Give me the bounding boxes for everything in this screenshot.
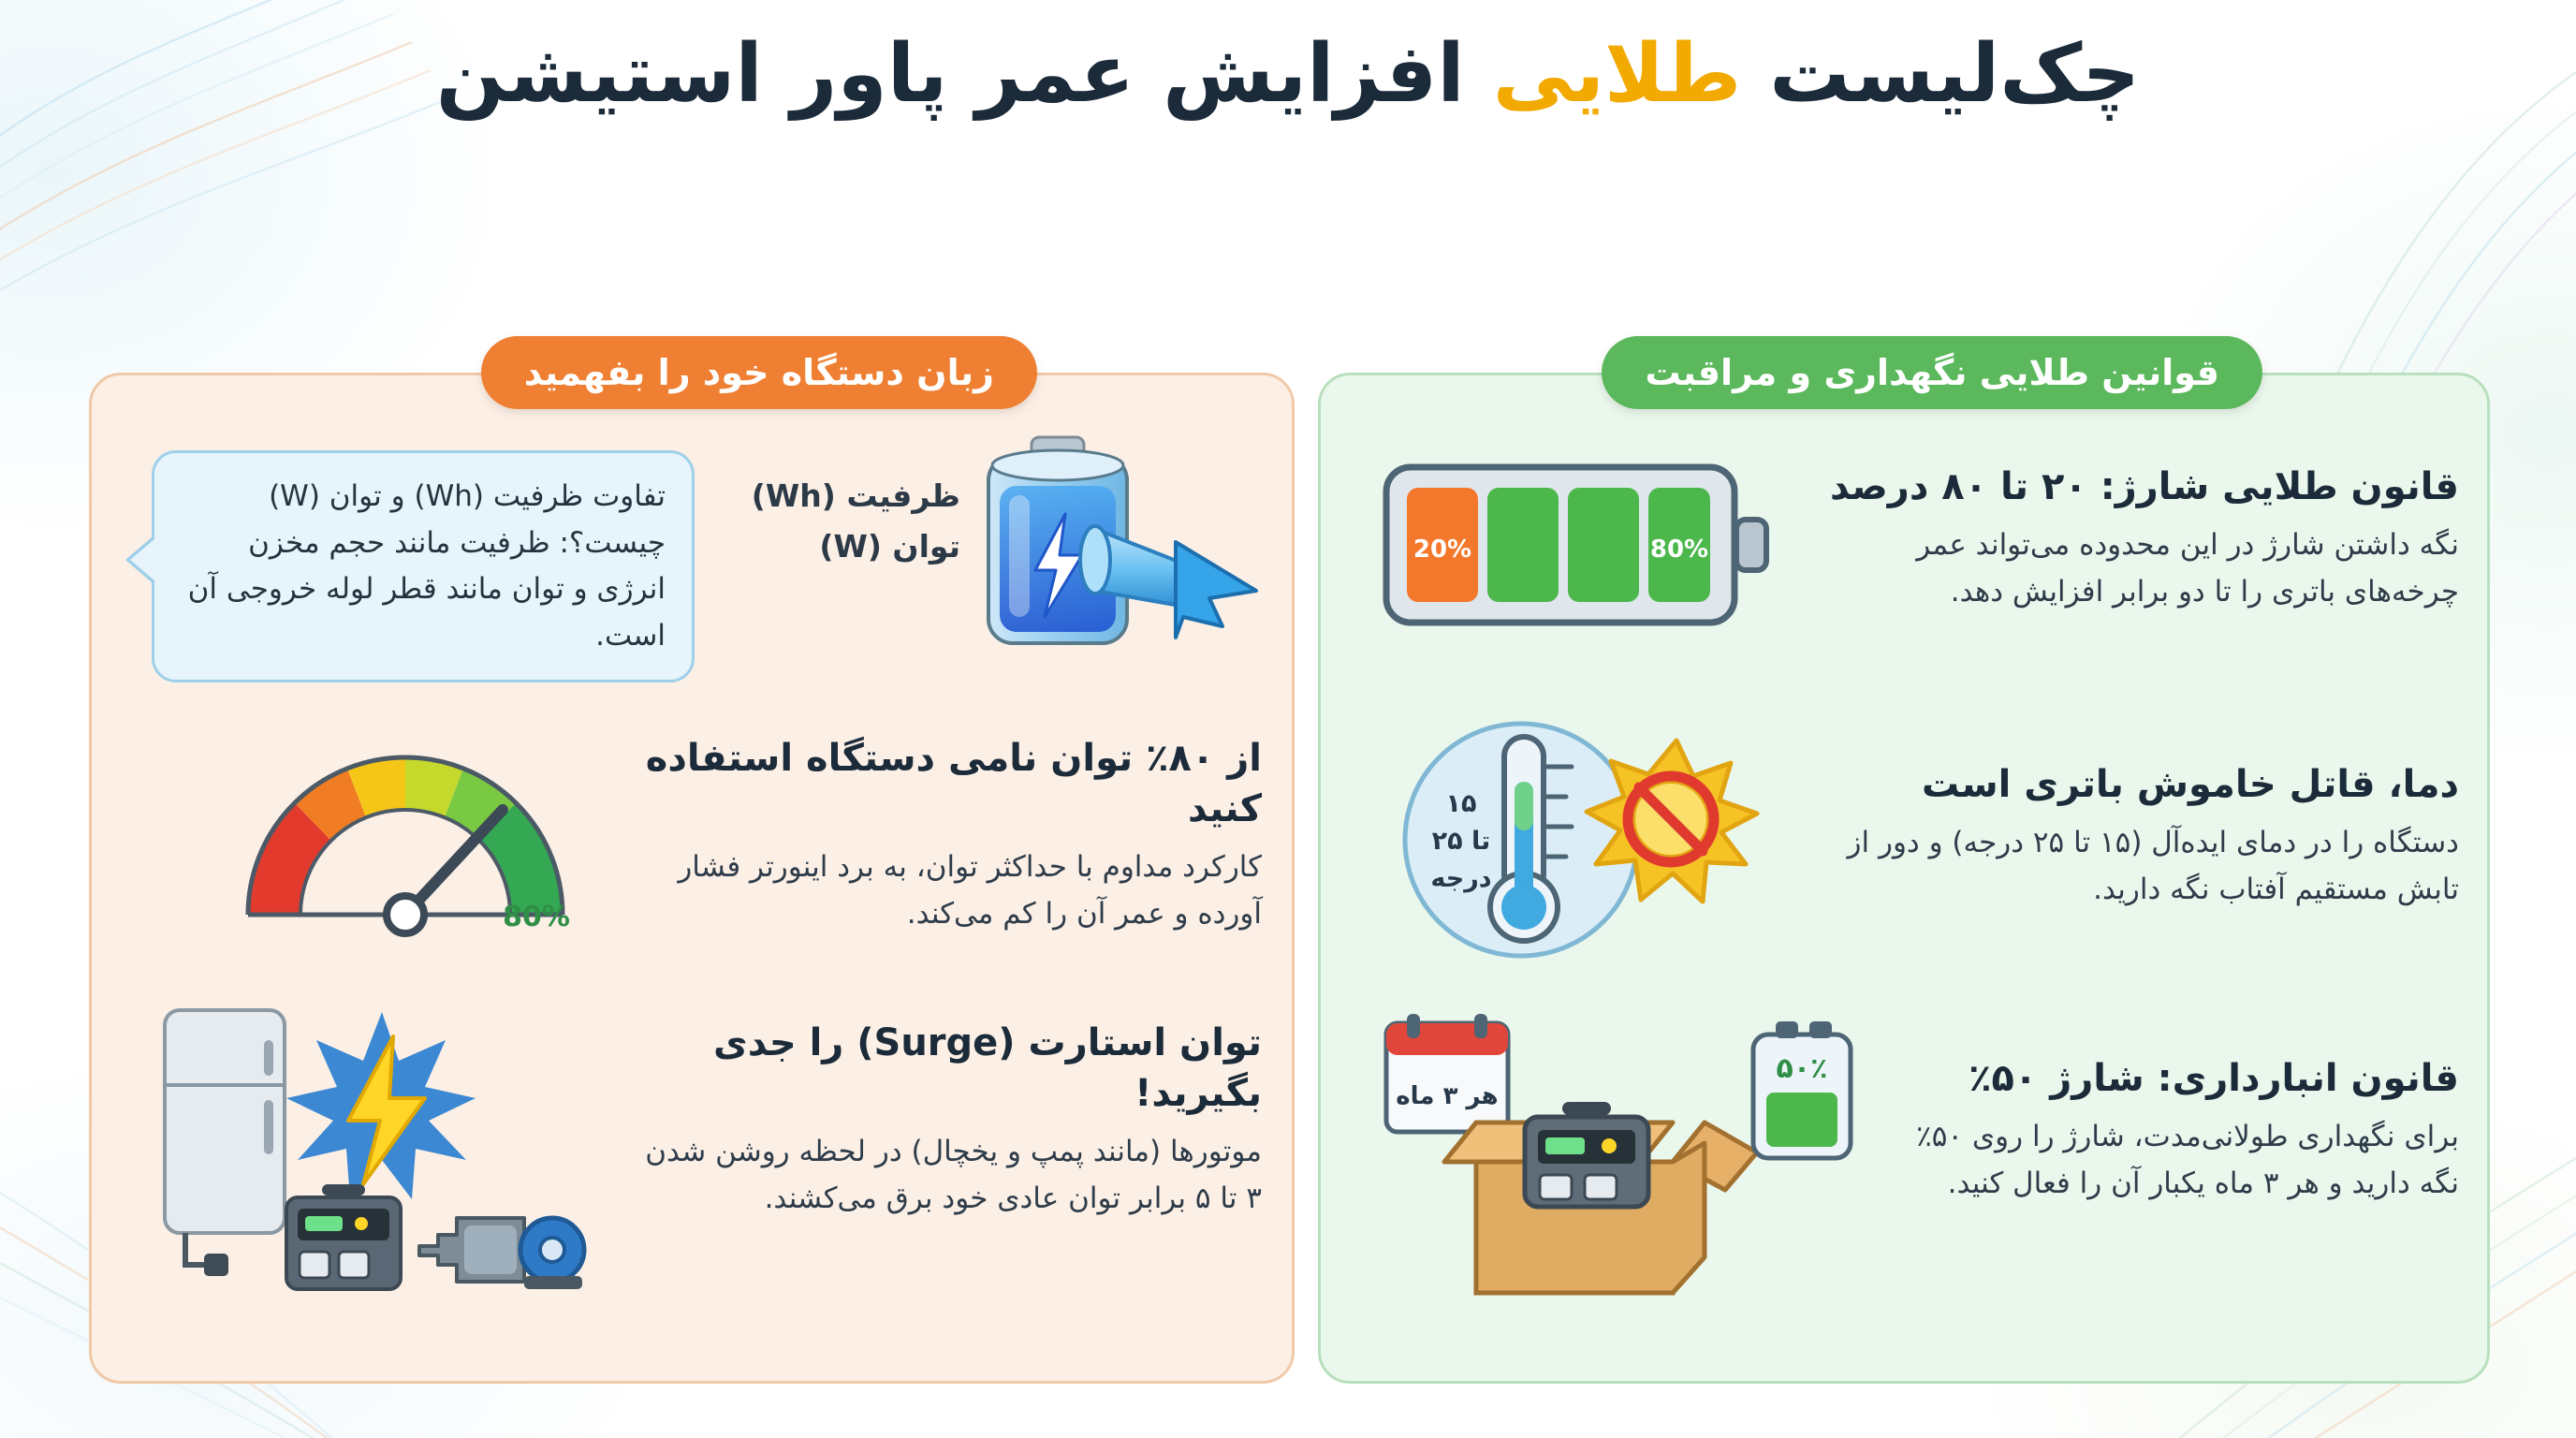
callout-capacity-vs-power: تفاوت ظرفیت (Wh) و توان (W) چیست؟: ظرفیت مانند حجم مخزن انرژی و توان مانند قطر لوله خروجی آن است. (152, 450, 695, 682)
right-block-temperature (1321, 694, 2493, 975)
body-charge-rule: نگه داشتن شارژ در این محدوده می‌تواند عمر چرخه‌های باتری را تا دو برابر افزایش دهد. (1916, 528, 2459, 609)
heading-temperature: دما، قاتل خاموش باتری است (1921, 763, 2459, 806)
right-panel-badge: قوانین طلایی نگهداری و مراقبت (1602, 336, 2262, 409)
temp-label-3: درجه (1430, 864, 1492, 893)
page-title (0, 24, 2576, 125)
left-panel (89, 352, 1295, 1384)
heading-surge: توان استارت (Surge) را جدی بگیرید! (713, 1021, 1262, 1115)
heading-80-percent: از ۸۰٪ توان نامی دستگاه استفاده کنید (645, 737, 1262, 830)
battery-power-icon (955, 424, 1264, 677)
temp-label-1: ۱۵ (1445, 789, 1477, 818)
right-panel (1318, 352, 2490, 1384)
left-block-capacity-vs-power (92, 413, 1297, 694)
storage-box-calendar-icon (1364, 1012, 1888, 1312)
left-panel-badge: زبان دستگاه خود را بفهمید (481, 336, 1037, 409)
body-80-percent: کارکرد مداوم با حداکثر توان، به برد اینورتر فشار آورده و عمر آن را کم می‌کند. (678, 850, 1262, 932)
gauge-icon (204, 727, 607, 961)
battery-low-label: 20% (1412, 536, 1472, 564)
calendar-label: هر ۳ ماه (1396, 1082, 1499, 1110)
heading-charge-rule: قانون طلایی شارژ: ۲۰ تا ۸۰ درصد (1830, 465, 2459, 508)
thermometer-sun-icon (1379, 703, 1781, 975)
right-block-charge-rule (1321, 413, 2493, 684)
gauge-value-label: 80% (503, 901, 570, 933)
title-part-before: چک‌لیست (1741, 27, 2141, 121)
label-capacity: ظرفیت (Wh) (751, 477, 960, 514)
battery-high-label: 80% (1649, 536, 1709, 564)
left-block-80-percent-rule (92, 705, 1297, 976)
body-surge: موتورها (مانند پمپ و یخچال) در لحظه روشن شدن ۳ تا ۵ برابر توان عادی خود برق می‌کشند. (645, 1135, 1262, 1216)
storage-battery-label: ۵۰٪ (1776, 1052, 1828, 1085)
battery-charge-range-icon (1375, 447, 1778, 643)
right-block-storage (1321, 993, 2493, 1312)
title-part-after: افزایش عمر پاور استیشن (435, 27, 1493, 121)
label-power: توان (W) (819, 528, 960, 565)
body-storage: برای نگهداری طولانی‌مدت، شارژ را روی ۵۰٪ نگه دارید و هر ۳ ماه یکبار آن را فعال کنید. (1916, 1120, 2459, 1201)
fridge-pump-surge-icon (148, 984, 616, 1302)
battery-labels (752, 471, 960, 573)
left-block-surge-power (92, 975, 1297, 1312)
temp-label-2: تا ۲۵ (1431, 827, 1491, 856)
title-accent: طلایی (1492, 27, 1742, 121)
heading-storage: قانون انبارداری: شارژ ۵۰٪ (1969, 1057, 2459, 1100)
body-temperature: دستگاه را در دمای ایده‌آل (۱۵ تا ۲۵ درجه) و دور از تابش مستقیم آفتاب نگه دارید. (1847, 826, 2459, 907)
